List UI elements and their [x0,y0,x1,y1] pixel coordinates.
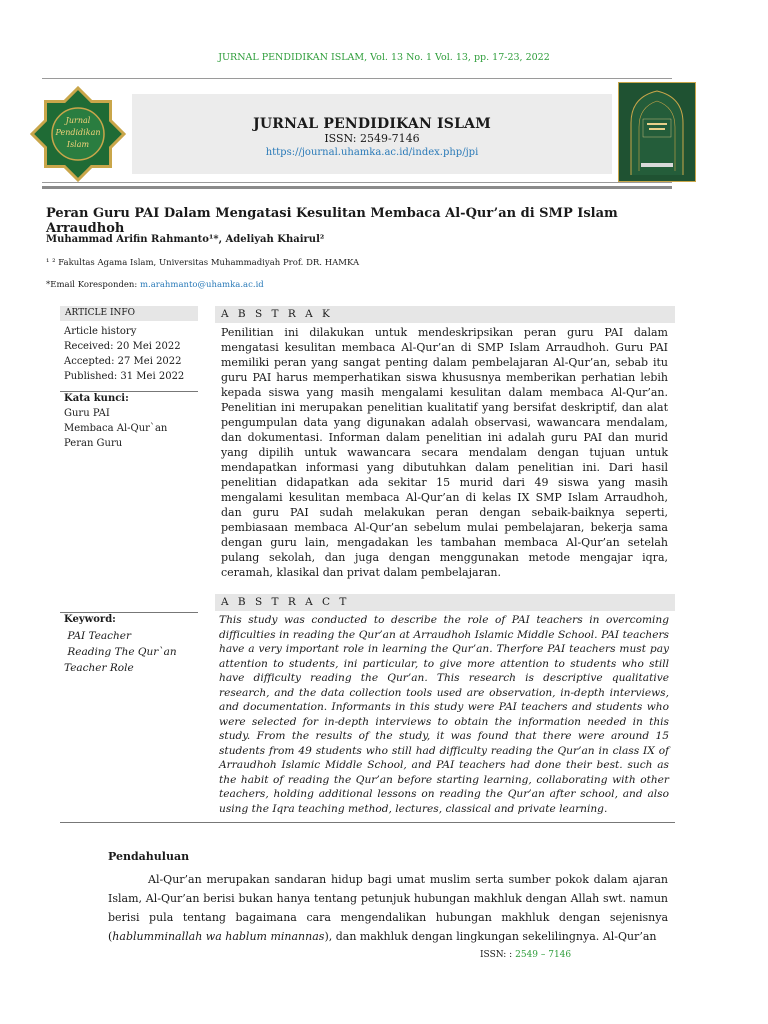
divider [42,182,672,183]
published-date: Published: 31 Mei 2022 [64,371,185,382]
kata-kunci-item: Guru PAI [64,408,110,419]
keyword-title: Keyword: [64,614,116,625]
article-info-heading: ARTICLE INFO [60,306,198,321]
kata-kunci-title: Kata kunci: [64,393,129,404]
journal-title: JURNAL PENDIDIKAN ISLAM [253,116,491,132]
divider [60,612,198,613]
journal-issn: ISSN: 2549-7146 [324,132,420,145]
footer-issn-value: 2549 – 7146 [515,950,572,960]
journal-citation-line: JURNAL PENDIDIKAN ISLAM, Vol. 13 No. 1 Vol. 13, pp. 17-23, 2022 [218,52,550,63]
email-label: *Email Koresponden: [46,280,138,290]
kata-kunci-list [64,406,204,451]
paper-authors: Muhammad Arifin Rahmanto¹*, Adeliyah Khairul² [46,234,325,245]
logo-text-2: Pendidikan [55,128,101,137]
abstrak-text: Penilitian ini dilakukan untuk mendeskripsikan peran guru PAI dalam mengatasi kesulitan membaca Al-Qur’an di SMP Islam Arraudhoh. Guru PAI memiliki peran yang sangat penting dalam pembelajaran Al-Qur’an, sebab itu guru PAI harus memperhatikan siswa khususnya memberikan perhatian lebih kepada siswa yang masih mengalami kesulitan dalam membaca Al-Qur’an. Penelitian ini merupakan penelitian kualitatif yang bersifat deskriptif, dan alat pengumpulan data yang digunakan adalah observasi, wawancara mendalam, dan dokumentasi. Informan dalam penelitian ini adalah guru PAI dan murid yang dipilih untuk wawancara secara mendalam dengan tujuan untuk mendapatkan informasi yang dibutuhkan dalam penelitian ini. Dari hasil penelitian didapatkan ada sekitar 15 murid dari 49 siswa yang masih mengalami kesulitan membaca Al-Qur’an di kelas IX SMP Islam Arraudhoh, dan guru PAI sudah melakukan peran dengan sebaik-baiknya seperti, pembiasaan membaca Al-Qur’an sebelum mulai pembelajaran, bekerja sama dengan guru lain, mengadakan les tambahan membaca Al-Qur’an setelah pulang sekolah, dan juga dengan menggunakan metode mengajar iqra, ceramah, klasikal dan privat dalam pembelajaran. [221,326,668,579]
received-date: Received: 20 Mei 2022 [64,341,181,352]
section-title-pendahuluan: Pendahuluan [108,850,190,863]
abstract-heading: A B S T R A C T [215,594,675,611]
footer-issn-label: ISSN: : [480,950,513,960]
keyword-item: PAI Teacher [64,630,132,642]
kata-kunci-item: Membaca Al-Qur`an [64,423,168,434]
article-history [64,324,204,384]
abstract-text: This study was conducted to describe the role of PAI teachers in overcoming difficulties in reading the Qur’an at Arraudhoh Islamic Middle School. PAI teachers have a very important role in learning the Qur’an. Therfore PAI teachers must pay attention to students, ini particular, to give more attention to students who still have difficulty reading the Qur’an. This research is descriptive qualitative research, and the data collection tools used are observation, in-depth interviews, and documentation. Informants in this study were PAI teachers and students who were selected for in-depth interviews to obtain the information needed in this study. From the results of the study, it was found that there were around 15 students from 49 students who still had difficulty reading the Qur’an in class IX of Arraudhoh Islamic Middle School, and PAI teachers had done their best. such as the habit of reading the Qur’an before starting learning, collaborating with other teachers, holding additional lessons on reading the Qur’an after school, and also using the Iqra teaching method, lectures, classical and private learning. [219,614,669,815]
divider-thick [42,186,672,189]
keyword-item: Teacher Role [64,662,134,674]
paper-affiliation: ¹ ² Fakultas Agama Islam, Universitas Muhammadiyah Prof. DR. HAMKA [46,258,360,268]
journal-logo [30,86,126,182]
logo-text-1: Jurnal [65,116,91,125]
divider [60,822,675,823]
logo-text-3: Islam [66,140,90,149]
divider [60,391,198,392]
kata-kunci-item: Peran Guru [64,438,123,449]
intro-text-part: ), dan makhluk dengan lingkungan sekelilingnya. Al-Qur’an [324,930,657,943]
abstrak-heading: A B S T R A K [215,306,675,323]
divider [42,78,672,79]
keyword-item: Reading The Qur`an [64,646,177,658]
intro-text-italic: hablumminallah wa hablum minannas [112,930,325,943]
email-link[interactable]: m.arahmanto@uhamka.ac.id [139,280,264,290]
article-history-label: Article history [64,326,137,337]
cover-arch-graphic [619,83,695,181]
intro-paragraph [108,870,668,946]
paper-title: Peran Guru PAI Dalam Mengatasi Kesulitan Membaca Al-Qur’an di SMP Islam Arraudhoh [46,206,618,236]
journal-cover-image [618,82,696,182]
keyword-list [64,628,204,676]
corresponding-email-line [46,280,686,290]
intro-text-part: Al-Qur’an merupakan sandaran hidup bagi umat muslim serta sumber pokok dalam ajaran Islam, Al-Qur’an berisi bukan hanya tentang petunjuk hubungan makhluk dengan Allah swt. namun berisi pula tentang bagaimana cara mengendalikan hubungan makhluk dengan sejenisnya ( [108,873,668,943]
journal-url-link[interactable]: https://journal.uhamka.ac.id/index.php/jpi [265,147,479,158]
accepted-date: Accepted: 27 Mei 2022 [64,356,182,367]
page-footer-issn [480,950,571,960]
